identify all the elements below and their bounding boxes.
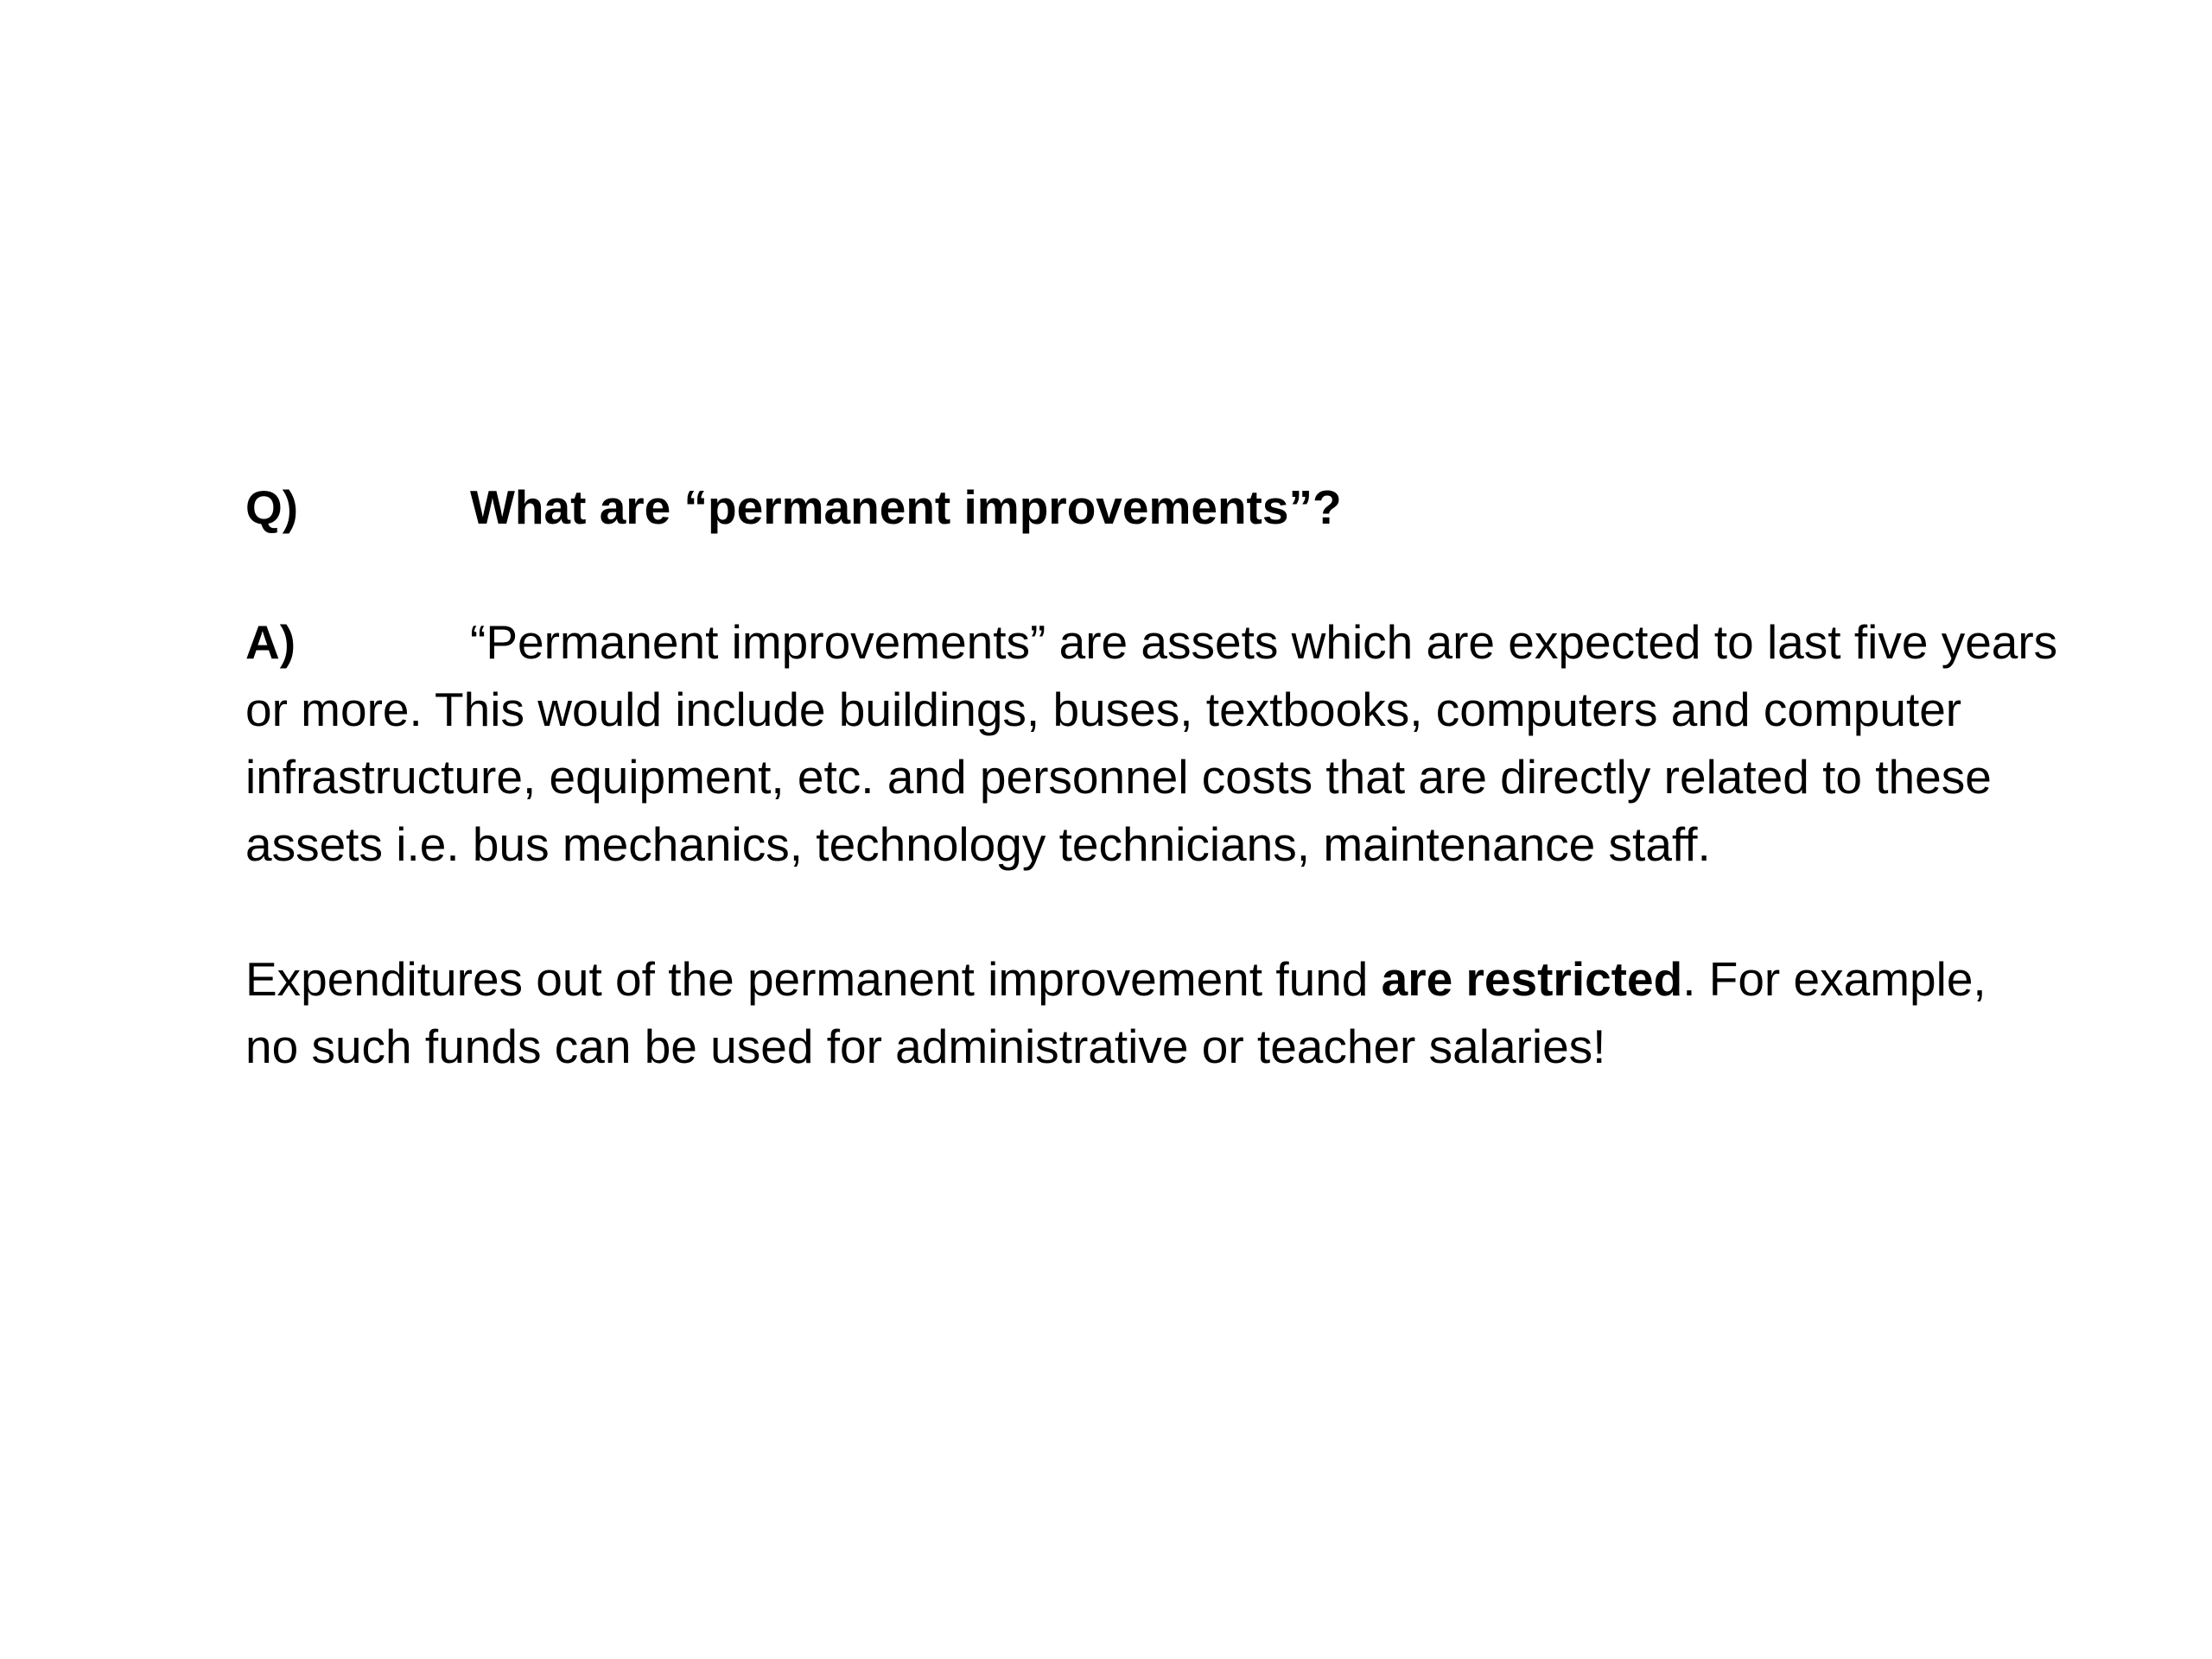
answer-line-2: or more. This would include buildings, buses, textbooks, computers and computer (245, 683, 1962, 736)
question-marker: Q) (245, 480, 299, 534)
question-text: What are “permanent improvements”? (470, 480, 1342, 534)
answer-line-3: infrastructure, equipment, etc. and personnel costs that are directly related to these (245, 750, 1992, 804)
spacer (245, 878, 2198, 945)
question-line (245, 474, 2198, 541)
answer-marker: A) (245, 615, 296, 669)
slide-body (245, 474, 2198, 1080)
answer-line-1 (245, 608, 2198, 676)
note-text-before: Expenditures out of the permanent improvement fund (245, 952, 1382, 1006)
note-text-after: . For example, (1682, 952, 1986, 1006)
answer-line-4: assets i.e. bus mechanics, technology technicians, maintenance staff. (245, 817, 1711, 871)
spacer (245, 541, 2198, 608)
answer-text-1: “Permanent improvements” are assets which are expected to last five years (470, 615, 2058, 669)
note-line-1 (245, 945, 2198, 1013)
note-emphasis: are restricted (1381, 952, 1683, 1006)
note-line-2: no such funds can be used for administrative or teacher salaries! (245, 1020, 1606, 1073)
